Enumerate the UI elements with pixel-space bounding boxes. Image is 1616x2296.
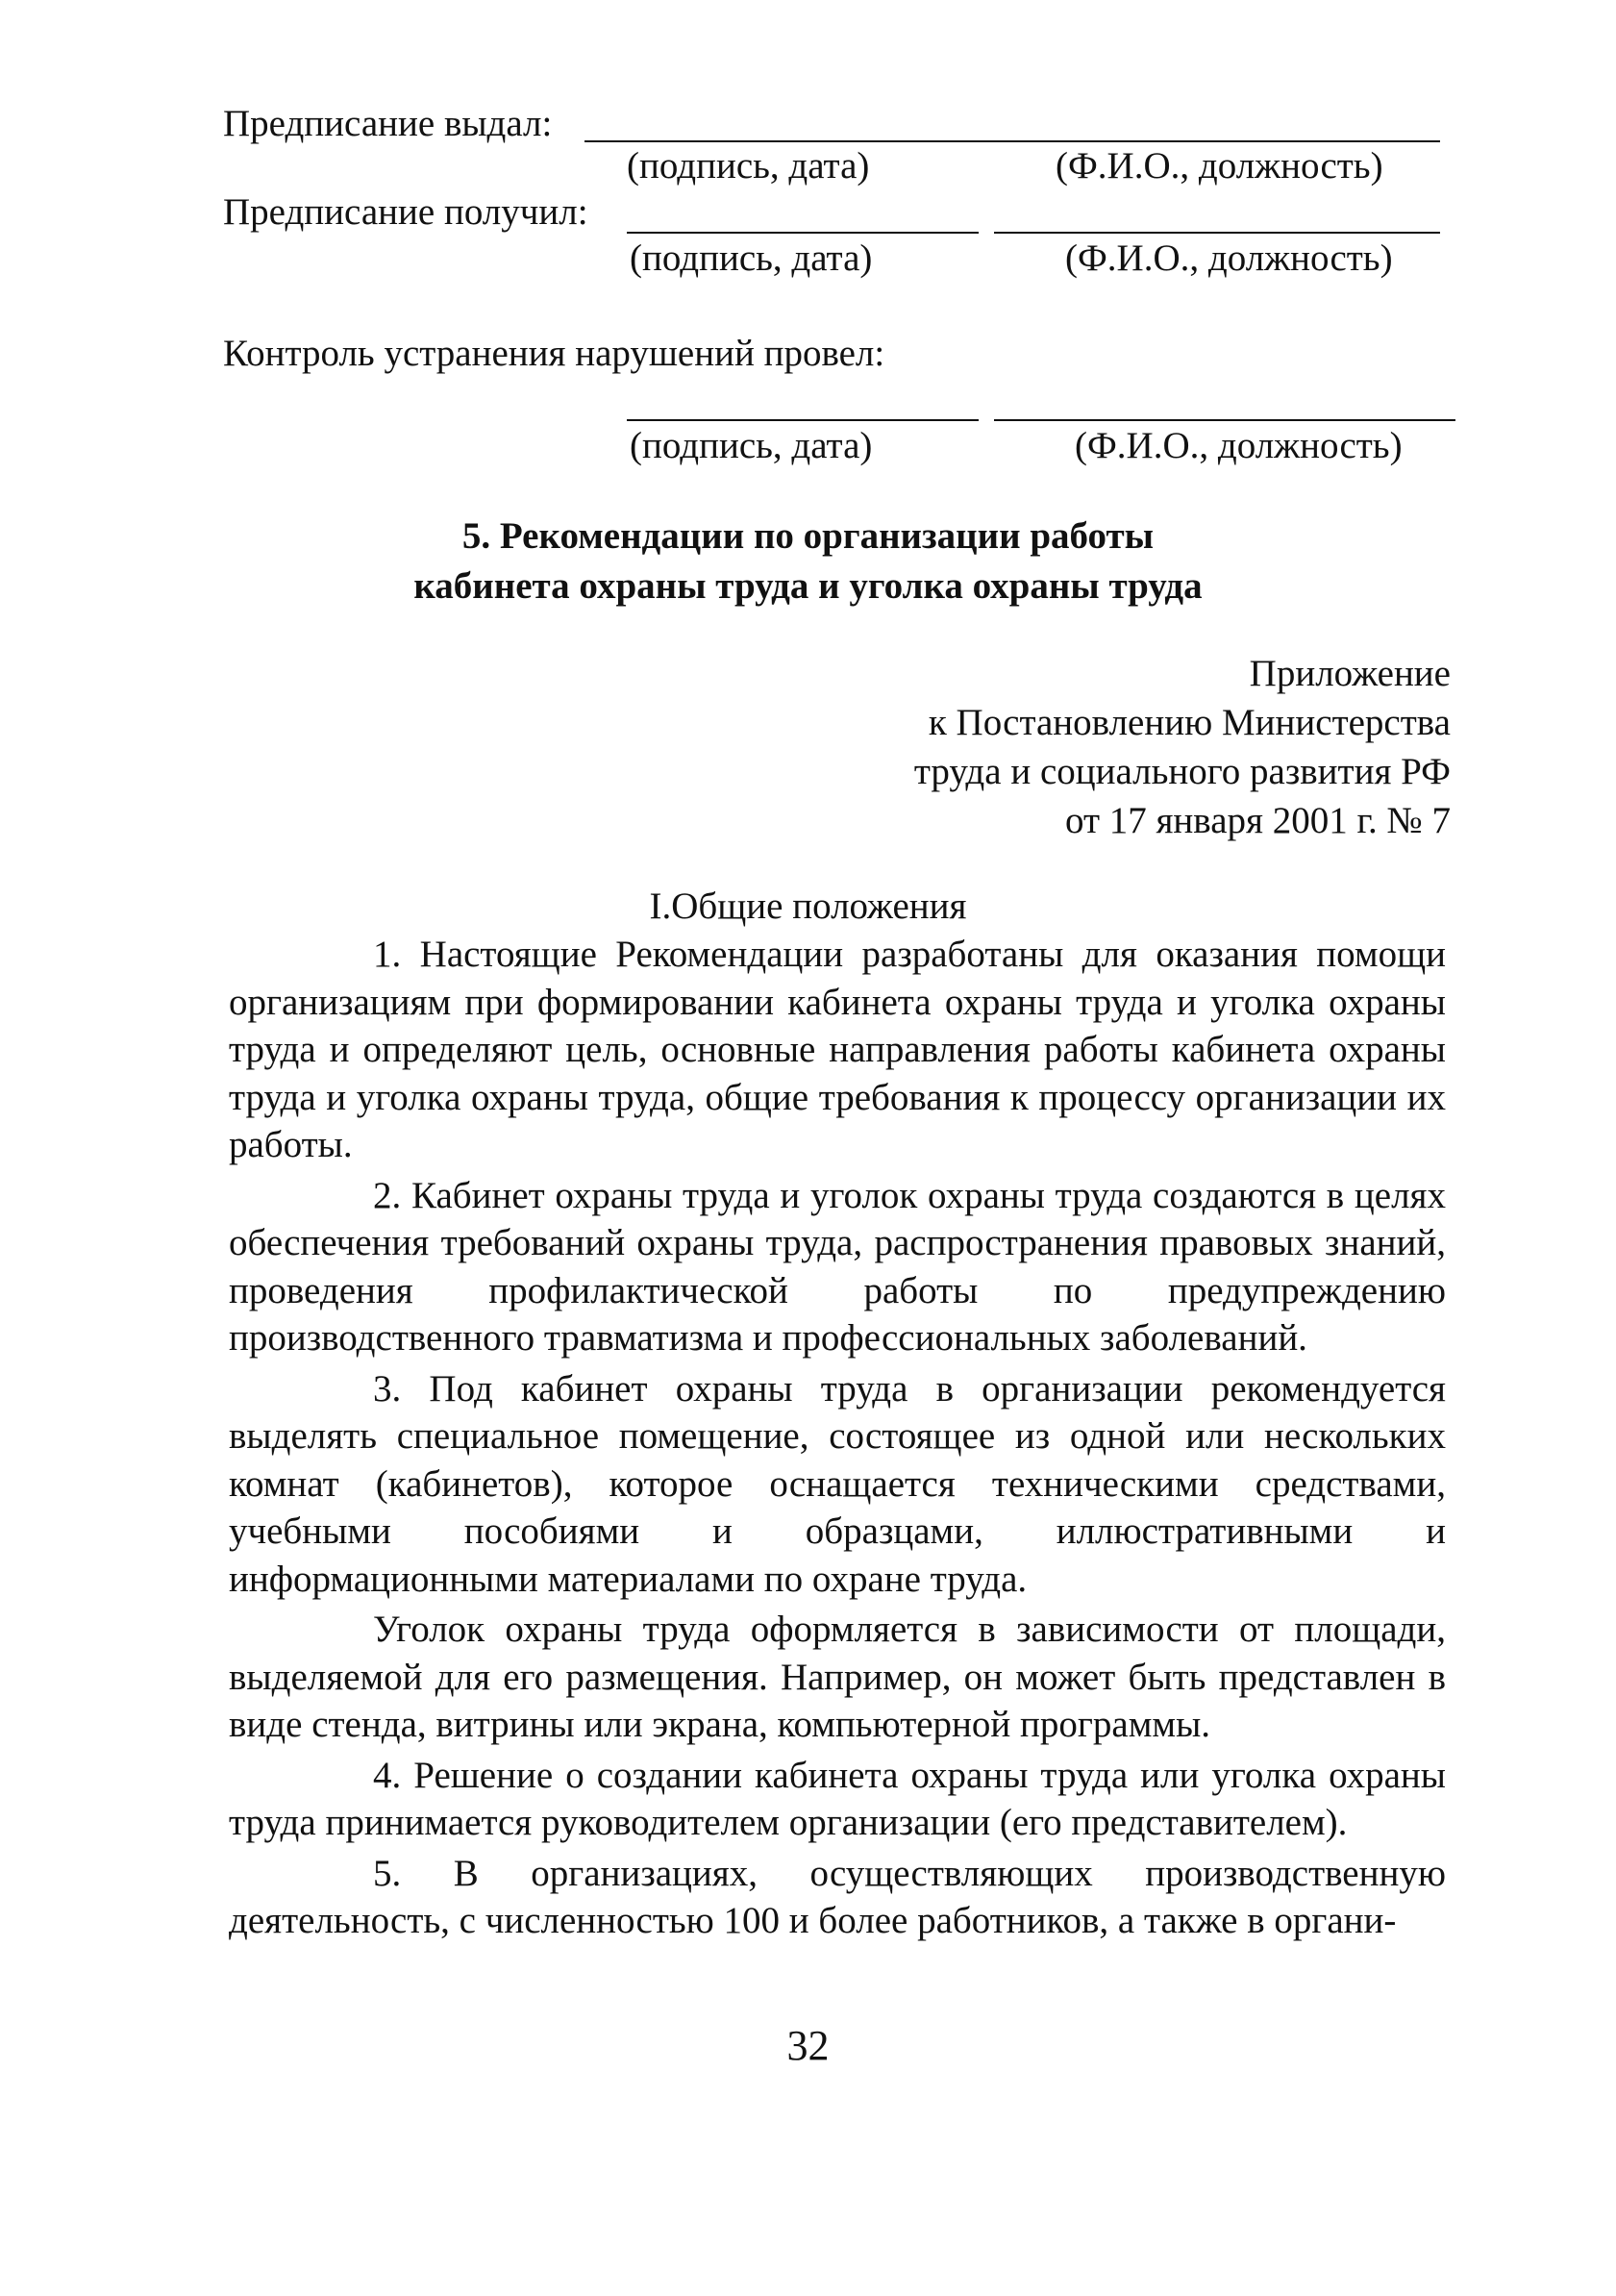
- paragraph-3-continued: Уголок охраны труда оформляется в зависимости от площади, выделяемой для его размещения. Например, он может быть представлен в виде стенда, витрины или экрана, компьютерной программы.: [229, 1609, 1446, 1745]
- received-by-signature-caption: (подпись, дата): [630, 237, 873, 279]
- body-text: [229, 931, 1446, 1945]
- received-by-signature-line: [627, 232, 979, 234]
- received-by-label: Предписание получил:: [223, 191, 588, 233]
- received-by-name-line: [994, 232, 1440, 234]
- appendix-line-3: труда и социального развития РФ: [913, 751, 1451, 792]
- issued-by-signature-line: [584, 140, 1440, 142]
- control-label: Контроль устранения нарушений провел:: [223, 333, 885, 374]
- page-number: 32: [786, 2022, 830, 2069]
- paragraph-4: 4. Решение о создании кабинета охраны труда или уголка охраны труда принимается руководителем организации (его представителем).: [229, 1754, 1446, 1843]
- section-title-line-2: кабинета охраны труда и уголка охраны труда: [413, 565, 1203, 607]
- appendix-reference: [914, 649, 1451, 845]
- control-signature-caption: (подпись, дата): [630, 425, 873, 466]
- issued-by-label: Предписание выдал:: [223, 103, 553, 144]
- appendix-line-2: к Постановлению Министерства: [928, 702, 1451, 743]
- received-by-name-caption: (Ф.И.О., должность): [1065, 237, 1393, 279]
- issued-by-name-caption: (Ф.И.О., должность): [1056, 145, 1383, 187]
- control-name-caption: (Ф.И.О., должность): [1075, 425, 1403, 466]
- subsection-title: I.Общие положения: [649, 886, 967, 927]
- paragraph-1: 1. Настоящие Рекомендации разработаны для оказания помощи организациям при формировании кабинета охраны труда и уголка охраны труда и определяют цель, основные направления работы кабинета охраны труда и уголка охраны труда, общие требования к процессу организации их работы.: [229, 934, 1446, 1165]
- control-name-line: [994, 419, 1455, 421]
- paragraph-5: 5. В организациях, осуществляющих производственную деятельность, с численностью 100 и более работников, а также в органи-: [229, 1852, 1446, 1941]
- section-title-line-1: 5. Рекомендации по организации работы: [461, 515, 1155, 557]
- control-signature-line: [627, 419, 979, 421]
- appendix-line-4: от 17 января 2001 г. № 7: [1064, 800, 1451, 841]
- issued-by-signature-caption: (подпись, дата): [627, 145, 870, 187]
- section-title: [0, 512, 1616, 611]
- paragraph-2: 2. Кабинет охраны труда и уголок охраны труда создаются в целях обеспечения требований охраны труда, распространения правовых знаний, проведения профилактической работы по предупреждению производственного травматизма и профессиональных заболеваний.: [229, 1174, 1446, 1359]
- paragraph-3: 3. Под кабинет охраны труда в организации рекомендуется выделять специальное помещение, состоящее из одной или нескольких комнат (кабинетов), которое оснащается техническими средствами, учебными пособиями и образцами, иллюстративными и информационными материалами по охране труда.: [229, 1367, 1446, 1600]
- appendix-line-1: Приложение: [1249, 653, 1451, 694]
